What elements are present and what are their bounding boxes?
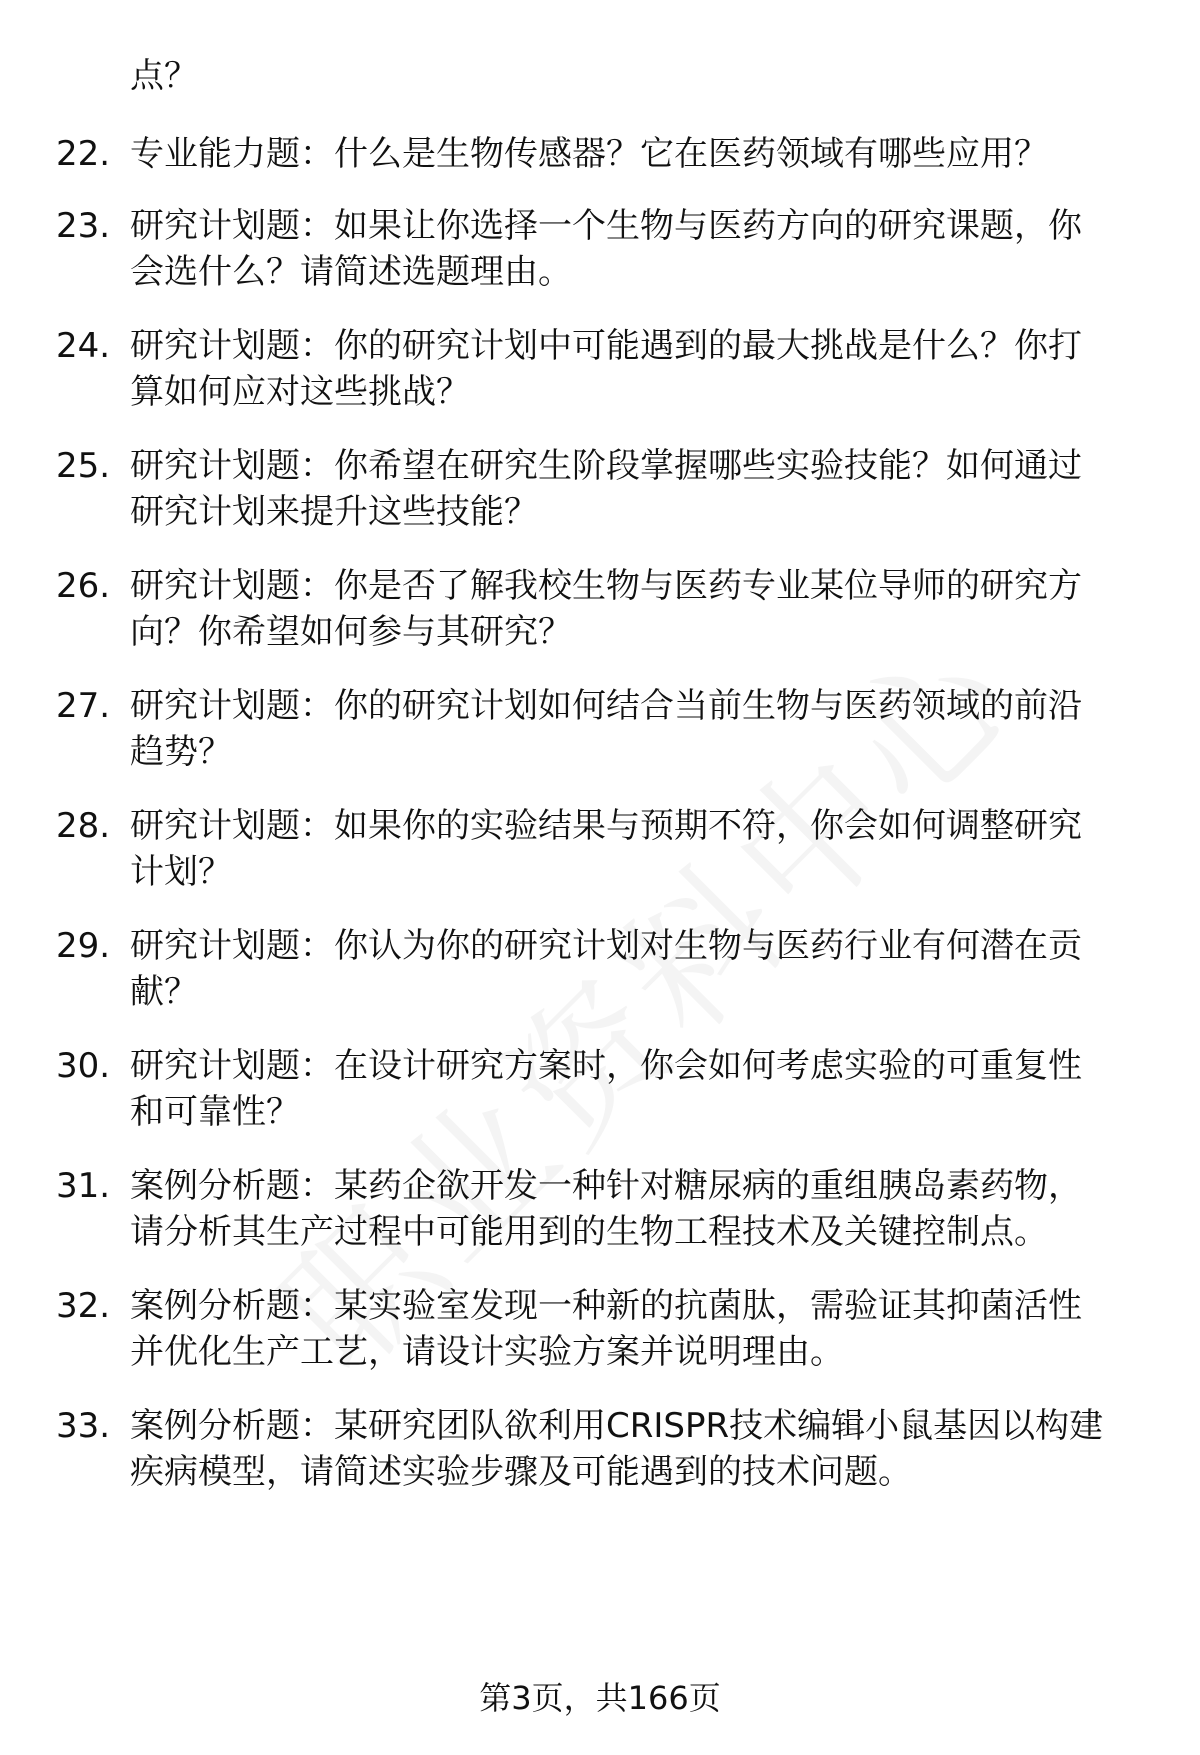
question-text-line: 并优化生产工艺，请设计实验方案并说明理由。 [130,1332,844,1372]
question-text-line: 研究计划题：你希望在研究生阶段掌握哪些实验技能？如何通过 [130,446,1082,486]
question-number: 22. [56,134,111,174]
question-number: 28. [56,806,111,846]
question-text-line: 研究计划来提升这些技能？ [130,492,538,532]
question-number: 23. [56,206,111,246]
question-text-line: 研究计划题：你认为你的研究计划对生物与医药行业有何潜在贡 [130,926,1082,966]
question-number: 26. [56,566,111,606]
question-text-line: 研究计划题：你的研究计划中可能遇到的最大挑战是什么？你打 [130,326,1082,366]
question-number: 29. [56,926,111,966]
question-text-line: 专业能力题：什么是生物传感器？它在医药领域有哪些应用？ [130,134,1048,174]
question-number: 31. [56,1166,111,1206]
question-number: 32. [56,1286,111,1326]
question-text-line: 和可靠性？ [130,1092,300,1132]
question-text-line: 会选什么？请简述选题理由。 [130,252,572,292]
question-text-line: 研究计划题：在设计研究方案时，你会如何考虑实验的可重复性 [130,1046,1082,1086]
question-text-line: 疾病模型，请简述实验步骤及可能遇到的技术问题。 [130,1452,912,1492]
question-text-line: 向？你希望如何参与其研究？ [130,612,572,652]
question-text-line: 研究计划题：你的研究计划如何结合当前生物与医药领域的前沿 [130,686,1082,726]
question-number: 33. [56,1406,111,1446]
question-text-line: 算如何应对这些挑战？ [130,372,470,412]
question-number: 27. [56,686,111,726]
question-text-line: 研究计划题：如果你的实验结果与预期不符，你会如何调整研究 [130,806,1082,846]
question-text-line: 研究计划题：你是否了解我校生物与医药专业某位导师的研究方 [130,566,1082,606]
page-footer: 第3页，共166页 [479,1679,721,1717]
question-text-line: 计划？ [130,852,232,892]
question-number: 24. [56,326,111,366]
question-number: 25. [56,446,111,486]
question-text-line: 趋势？ [130,732,232,772]
question-text-line: 献？ [130,972,198,1012]
question-text-line: 点？ [130,56,198,96]
question-text-line: 研究计划题：如果让你选择一个生物与医药方向的研究课题，你 [130,206,1082,246]
question-text-line: 案例分析题：某研究团队欲利用CRISPR技术编辑小鼠基因以构建 [130,1406,1104,1446]
question-text-line: 案例分析题：某药企欲开发一种针对糖尿病的重组胰岛素药物， [130,1166,1082,1206]
question-text-line: 请分析其生产过程中可能用到的生物工程技术及关键控制点。 [130,1212,1048,1252]
question-number: 30. [56,1046,111,1086]
question-text-line: 案例分析题：某实验室发现一种新的抗菌肽，需验证其抑菌活性 [130,1286,1082,1326]
